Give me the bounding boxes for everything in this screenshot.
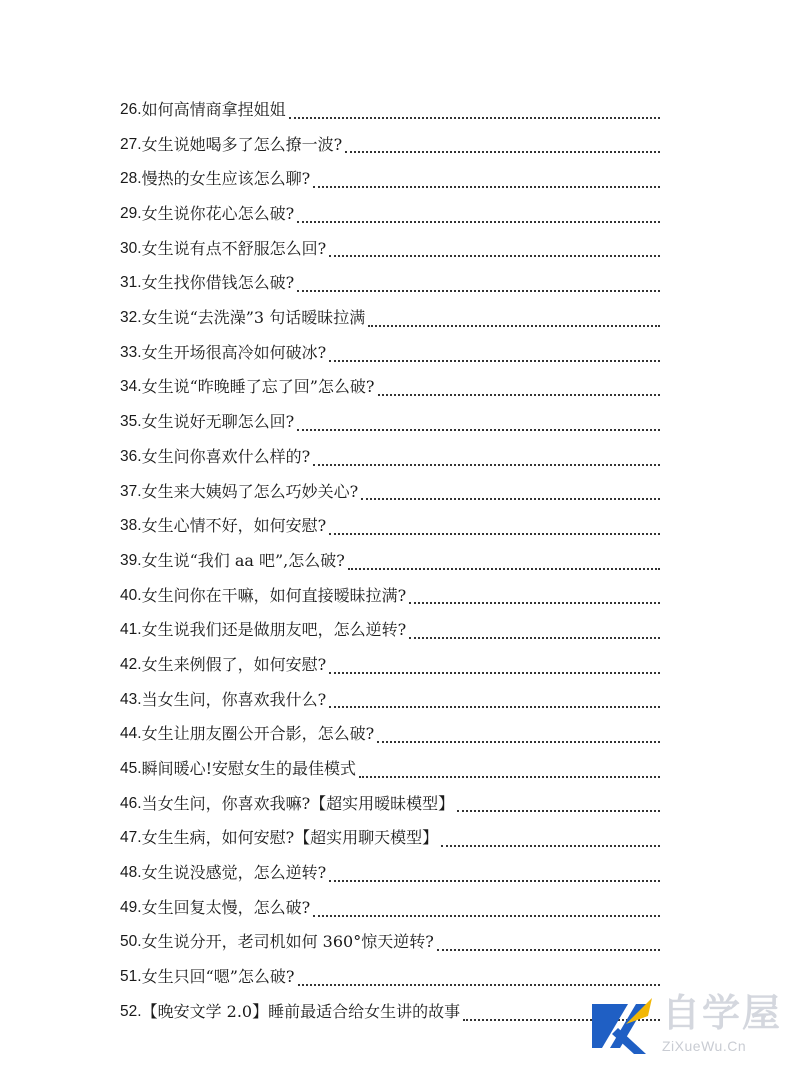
dot-leader bbox=[409, 579, 660, 614]
toc-entry-31[interactable] bbox=[120, 266, 660, 301]
dot-leader bbox=[457, 787, 660, 822]
entry-title: 女生说没感觉，怎么逆转? bbox=[141, 863, 327, 883]
entry-number: 32. bbox=[120, 309, 142, 327]
table-of-contents bbox=[120, 93, 660, 1030]
entry-number: 36. bbox=[120, 447, 142, 465]
entry-title: 【晚安文学 2.0】睡前最适合给女生讲的故事 bbox=[141, 1001, 461, 1021]
dot-leader bbox=[345, 128, 660, 163]
entry-number: 29. bbox=[120, 205, 142, 223]
toc-entry-52[interactable] bbox=[120, 995, 660, 1030]
entry-number: 50. bbox=[120, 933, 142, 951]
dot-leader bbox=[368, 301, 660, 336]
dot-leader bbox=[437, 926, 660, 961]
toc-entry-43[interactable] bbox=[120, 683, 660, 718]
entry-number: 41. bbox=[120, 621, 142, 639]
entry-title: 女生来大姨妈了怎么巧妙关心? bbox=[141, 481, 359, 501]
entry-title: 女生心情不好，如何安慰? bbox=[141, 516, 327, 536]
dot-leader bbox=[289, 93, 660, 128]
dot-leader bbox=[329, 509, 660, 544]
dot-leader bbox=[348, 544, 660, 579]
dot-leader bbox=[329, 683, 660, 718]
dot-leader bbox=[377, 717, 660, 752]
entry-title: 女生说好无聊怎么回? bbox=[141, 412, 295, 432]
entry-number: 27. bbox=[120, 135, 142, 153]
toc-entry-44[interactable] bbox=[120, 717, 660, 752]
entry-title: 女生回复太慢，怎么破? bbox=[141, 897, 311, 917]
toc-entry-26[interactable] bbox=[120, 93, 660, 128]
dot-leader bbox=[313, 162, 660, 197]
toc-entry-45[interactable] bbox=[120, 752, 660, 787]
toc-entry-37[interactable] bbox=[120, 475, 660, 510]
toc-entry-33[interactable] bbox=[120, 336, 660, 371]
entry-title: 女生来例假了，如何安慰? bbox=[141, 654, 327, 674]
entry-number: 34. bbox=[120, 378, 142, 396]
toc-entry-48[interactable] bbox=[120, 856, 660, 891]
entry-title: 当女生问，你喜欢我什么? bbox=[141, 689, 327, 709]
entry-title: 女生说你花心怎么破? bbox=[141, 204, 295, 224]
entry-title: 女生让朋友圈公开合影，怎么破? bbox=[141, 724, 375, 744]
dot-leader bbox=[313, 891, 660, 926]
entry-title: 如何高情商拿捏姐姐 bbox=[141, 99, 286, 119]
watermark bbox=[588, 990, 788, 1062]
entry-title: 女生说她喝多了怎么撩一波? bbox=[141, 134, 343, 154]
entry-number: 44. bbox=[120, 725, 142, 743]
entry-number: 30. bbox=[120, 239, 142, 257]
entry-title: 女生找你借钱怎么破? bbox=[141, 273, 295, 293]
dot-leader bbox=[313, 440, 660, 475]
entry-number: 35. bbox=[120, 413, 142, 431]
entry-title: 女生只回“嗯”怎么破? bbox=[141, 967, 295, 987]
toc-entry-38[interactable] bbox=[120, 509, 660, 544]
dot-leader bbox=[329, 232, 660, 267]
toc-entry-28[interactable] bbox=[120, 162, 660, 197]
dot-leader bbox=[409, 613, 660, 648]
entry-title: 当女生问，你喜欢我嘛?【超实用暧昧模型】 bbox=[141, 793, 455, 813]
toc-entry-46[interactable] bbox=[120, 787, 660, 822]
dot-leader bbox=[361, 475, 660, 510]
dot-leader bbox=[329, 648, 660, 683]
entry-title: 女生说“去洗澡”3 句话暧昧拉满 bbox=[141, 308, 366, 328]
dot-leader bbox=[297, 405, 660, 440]
entry-title: 女生生病，如何安慰?【超实用聊天模型】 bbox=[141, 828, 439, 848]
watermark-brand: 自学屋 bbox=[662, 991, 783, 1035]
entry-number: 38. bbox=[120, 517, 142, 535]
entry-number: 43. bbox=[120, 690, 142, 708]
entry-number: 40. bbox=[120, 586, 142, 604]
toc-entry-42[interactable] bbox=[120, 648, 660, 683]
toc-entry-36[interactable] bbox=[120, 440, 660, 475]
watermark-url: ZiXueWu.Cn bbox=[662, 1038, 747, 1054]
toc-entry-49[interactable] bbox=[120, 891, 660, 926]
entry-number: 45. bbox=[120, 760, 142, 778]
zx-logo-icon bbox=[588, 994, 656, 1058]
entry-number: 46. bbox=[120, 794, 142, 812]
entry-title: 女生开场很高冷如何破冰? bbox=[141, 342, 327, 362]
toc-entry-34[interactable] bbox=[120, 371, 660, 406]
dot-leader bbox=[329, 336, 660, 371]
entry-number: 39. bbox=[120, 551, 142, 569]
entry-number: 49. bbox=[120, 898, 142, 916]
toc-entry-50[interactable] bbox=[120, 926, 660, 961]
entry-title: 瞬间暖心!安慰女生的最佳模式 bbox=[141, 759, 356, 779]
entry-number: 28. bbox=[120, 170, 142, 188]
entry-number: 31. bbox=[120, 274, 142, 292]
toc-entry-51[interactable] bbox=[120, 960, 660, 995]
entry-title: 女生问你喜欢什么样的? bbox=[141, 446, 311, 466]
entry-number: 47. bbox=[120, 829, 142, 847]
entry-number: 52. bbox=[120, 1002, 142, 1020]
toc-entry-29[interactable] bbox=[120, 197, 660, 232]
toc-entry-30[interactable] bbox=[120, 232, 660, 267]
dot-leader bbox=[297, 266, 660, 301]
dot-leader bbox=[378, 371, 660, 406]
entry-number: 26. bbox=[120, 100, 142, 118]
entry-title: 慢热的女生应该怎么聊? bbox=[141, 169, 311, 189]
toc-entry-40[interactable] bbox=[120, 579, 660, 614]
toc-entry-39[interactable] bbox=[120, 544, 660, 579]
entry-number: 51. bbox=[120, 968, 142, 986]
dot-leader bbox=[359, 752, 660, 787]
toc-entry-35[interactable] bbox=[120, 405, 660, 440]
entry-title: 女生问你在干嘛，如何直接暧昧拉满? bbox=[141, 585, 407, 605]
toc-entry-32[interactable] bbox=[120, 301, 660, 336]
entry-number: 48. bbox=[120, 864, 142, 882]
entry-title: 女生说分开，老司机如何 360°惊天逆转? bbox=[141, 932, 434, 952]
entry-number: 33. bbox=[120, 343, 142, 361]
entry-title: 女生说有点不舒服怎么回? bbox=[141, 238, 327, 258]
dot-leader bbox=[329, 856, 660, 891]
toc-entry-47[interactable] bbox=[120, 821, 660, 856]
entry-title: 女生说“我们 aa 吧”,怎么破? bbox=[141, 550, 345, 570]
entry-title: 女生说我们还是做朋友吧，怎么逆转? bbox=[141, 620, 407, 640]
entry-title: 女生说“昨晚睡了忘了回”怎么破? bbox=[141, 377, 375, 397]
dot-leader bbox=[297, 197, 660, 232]
toc-entry-27[interactable] bbox=[120, 128, 660, 163]
toc-entry-41[interactable] bbox=[120, 613, 660, 648]
entry-number: 42. bbox=[120, 655, 142, 673]
dot-leader bbox=[441, 821, 660, 856]
entry-number: 37. bbox=[120, 482, 142, 500]
